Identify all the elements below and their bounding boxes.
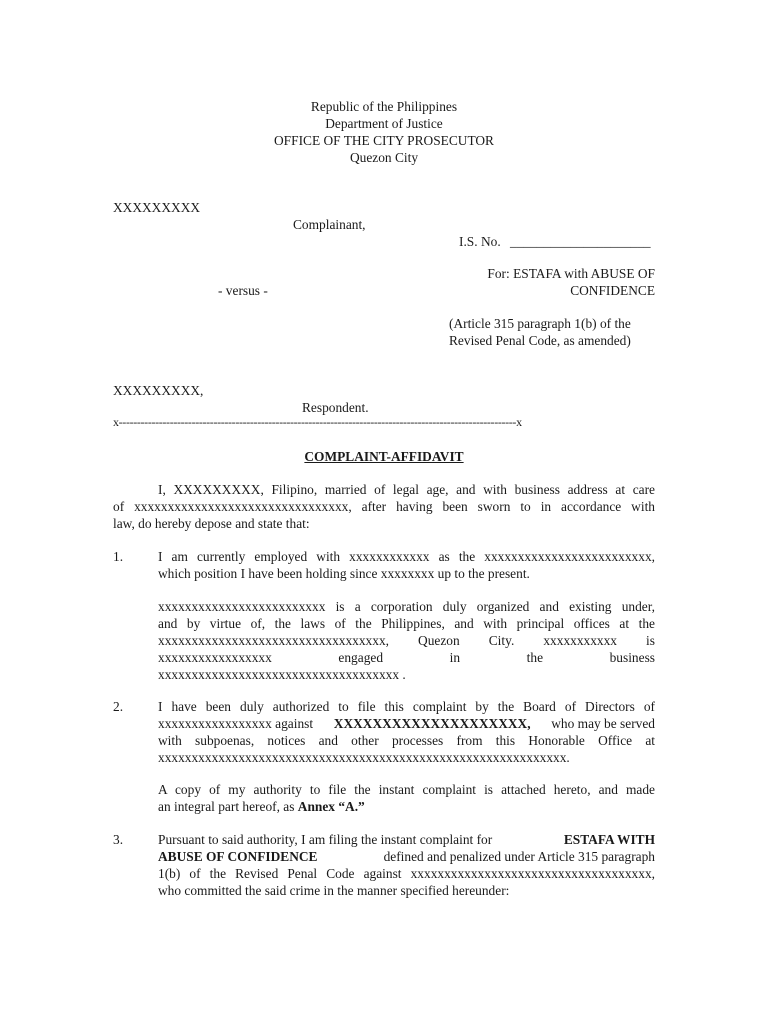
- document-title: COMPLAINT-AFFIDAVIT: [304, 449, 464, 464]
- paragraph-2-line-4: xxxxxxxxxxxxxxxxxxxxxxxxxxxxxxxxxxxxxxxxxxxxxxxxxxxxxxxxxxxxx.: [158, 750, 570, 765]
- paragraph-1-line-2: which position I have been holding since xxxxxxxx up to the present.: [158, 566, 530, 581]
- paragraph-1b-line-3: xxxxxxxxxxxxxxxxxxxxxxxxxxxxxxxxxx, Quezon City. xxxxxxxxxxx is: [158, 633, 655, 648]
- charge-line-2: CONFIDENCE: [570, 283, 655, 298]
- intro-line-3: law, do hereby depose and state that:: [113, 516, 310, 531]
- intro-line-1: I, XXXXXXXXX, Filipino, married of legal age, and with business address at care: [158, 482, 655, 497]
- charge-bold-2: ABUSE OF CONFIDENCE: [158, 849, 318, 864]
- paragraph-2-line-2-pre: xxxxxxxxxxxxxxxxx against: [158, 716, 314, 731]
- paragraph-1b-line-2: and by virtue of, the laws of the Philippines, and with principal offices at the: [158, 616, 655, 631]
- annex-a-label: Annex “A.”: [297, 799, 365, 814]
- paragraph-3-line-2-post: defined and penalized under Article 315 paragraph: [383, 849, 655, 864]
- charge-line-1: For: ESTAFA with ABUSE OF: [487, 266, 655, 281]
- respondent-label: Respondent.: [302, 400, 369, 415]
- paragraph-3-number: 3.: [113, 832, 124, 847]
- paragraph-1b-line-4: xxxxxxxxxxxxxxxxx engaged in the business: [158, 650, 655, 665]
- header-department: Department of Justice: [325, 116, 443, 131]
- complainant-label: Complainant,: [293, 217, 366, 232]
- paragraph-2b-line-2: [158, 798, 365, 815]
- paragraph-3-line-4: who committed the said crime in the manner specified hereunder:: [158, 883, 510, 898]
- header-office: OFFICE OF THE CITY PROSECUTOR: [274, 133, 494, 148]
- respondent-name-bold: XXXXXXXXXXXXXXXXXXXX,: [333, 716, 531, 731]
- paragraph-2-line-2: [158, 715, 655, 732]
- complainant-name: XXXXXXXXX: [113, 200, 201, 215]
- article-line-1: (Article 315 paragraph 1(b) of the: [449, 316, 631, 331]
- paragraph-1b-line-1: xxxxxxxxxxxxxxxxxxxxxxxxx is a corporation duly organized and existing under,: [158, 599, 655, 614]
- paragraph-1b-line-5: xxxxxxxxxxxxxxxxxxxxxxxxxxxxxxxxxxxx .: [158, 667, 406, 682]
- header-republic: Republic of the Philippines: [310, 99, 458, 114]
- caption-separator: x-------------------------------------------------------------------------------------------------------------x: [113, 415, 522, 429]
- paragraph-2-line-1: I have been duly authorized to file this complaint by the Board of Directors of: [158, 699, 655, 714]
- charge-bold-1: ESTAFA WITH: [563, 832, 655, 847]
- paragraph-1-line-1: I am currently employed with xxxxxxxxxxxx as the xxxxxxxxxxxxxxxxxxxxxxxxx,: [158, 549, 655, 564]
- paragraph-3-line-1: [158, 831, 655, 848]
- is-no-label: I.S. No.: [459, 234, 501, 249]
- is-no-blank: _____________________: [510, 234, 651, 249]
- paragraph-2b-line-1: A copy of my authority to file the instant complaint is attached hereto, and made: [158, 782, 655, 797]
- paragraph-2-number: 2.: [113, 699, 124, 714]
- paragraph-3-line-3: 1(b) of the Revised Penal Code against xxxxxxxxxxxxxxxxxxxxxxxxxxxxxxxxxxxx,: [158, 866, 655, 881]
- paragraph-2b-line-2-pre: an integral part hereof, as: [158, 799, 298, 814]
- intro-line-2: of xxxxxxxxxxxxxxxxxxxxxxxxxxxxxxxx, after having been sworn to in accordance with: [113, 499, 655, 514]
- paragraph-1-number: 1.: [113, 549, 124, 564]
- versus-label: - versus -: [218, 283, 268, 298]
- article-line-2: Revised Penal Code, as amended): [449, 333, 631, 348]
- paragraph-3-line-2: [158, 848, 655, 865]
- paragraph-2-line-3: with subpoenas, notices and other processes from this Honorable Office at: [158, 733, 655, 748]
- respondent-name: XXXXXXXXX,: [113, 383, 204, 398]
- paragraph-2-line-2-post: who may be served: [551, 716, 655, 731]
- paragraph-3-line-1-pre: Pursuant to said authority, I am filing the instant complaint for: [158, 832, 493, 847]
- header-city: Quezon City: [349, 150, 419, 165]
